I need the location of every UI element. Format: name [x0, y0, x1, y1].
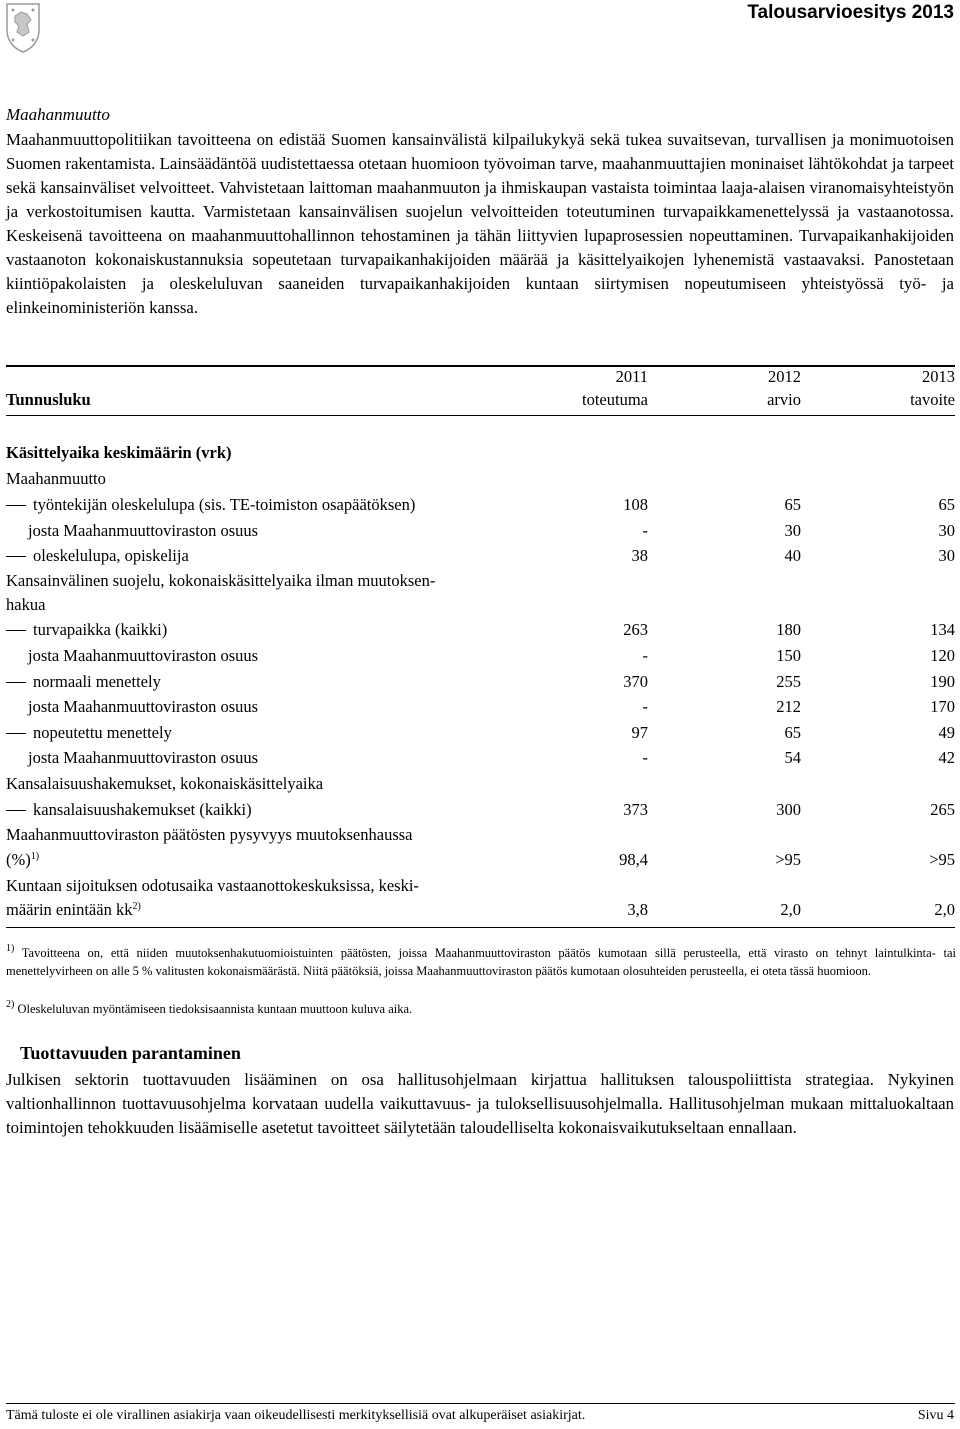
- table-row: [6, 669, 955, 694]
- cell-2011: 98,4: [619, 850, 648, 869]
- table-header-rule: [6, 415, 955, 416]
- group-subtitle: Maahanmuutto: [6, 469, 106, 488]
- row-label: josta Maahanmuuttoviraston osuus: [28, 646, 259, 665]
- table-row: [6, 847, 955, 872]
- column-header-2013-year: 2013: [922, 367, 955, 386]
- cell-2011: 370: [623, 672, 648, 691]
- table-row: [6, 518, 955, 543]
- row-label: turvapaikka (kaikki): [6, 617, 167, 642]
- column-header-2011-sub: toteutuma: [582, 390, 648, 409]
- table-row: [6, 694, 955, 719]
- table-top-rule: [6, 365, 955, 367]
- cell-2011: -: [642, 646, 648, 665]
- heading-kansainvalinen-suojelu-2: hakua: [6, 595, 46, 614]
- footnote-1-mark: 1): [6, 943, 15, 954]
- cell-2013: 49: [938, 723, 955, 742]
- cell-2011: 38: [631, 546, 648, 565]
- row-label: josta Maahanmuuttoviraston osuus: [28, 748, 259, 767]
- cell-2012: 65: [784, 495, 801, 514]
- cell-2012: 65: [784, 723, 801, 742]
- column-header-2012-year: 2012: [768, 367, 801, 386]
- heading-kunta-1: Kuntaan sijoituksen odotusaika vastaanottokeskuksissa, keski-: [6, 876, 419, 895]
- cell-2011: 3,8: [627, 900, 648, 919]
- cell-2012: 255: [776, 672, 801, 691]
- cell-2013: 170: [930, 697, 955, 716]
- footer-rule: [6, 1403, 955, 1404]
- heading-kansalaisuushakemukset: Kansalaisuushakemukset, kokonaiskäsittelyaika: [6, 774, 324, 793]
- cell-2013: 30: [938, 521, 955, 540]
- footer-disclaimer: Tämä tuloste ei ole virallinen asiakirja vaan oikeudellisesti merkityksellisiä ovat alkuperäiset asiakirjat.: [6, 1408, 586, 1423]
- column-header-2012-sub: arvio: [767, 390, 801, 409]
- footnote-ref-1: 1): [30, 851, 40, 862]
- cell-2011: -: [642, 521, 648, 540]
- table-row: [6, 543, 955, 568]
- row-label-text: määrin enintään kk: [6, 900, 133, 919]
- column-header-2013-sub: tavoite: [910, 390, 955, 409]
- row-label: josta Maahanmuuttoviraston osuus: [28, 697, 259, 716]
- cell-2011: 108: [623, 495, 648, 514]
- row-label: josta Maahanmuuttoviraston osuus: [28, 521, 259, 540]
- footnote-2-text: Oleskeluluvan myöntämiseen tiedoksisaannista kuntaan muuttoon kuluva aika.: [17, 1002, 413, 1016]
- table-bottom-rule: [6, 927, 955, 928]
- cell-2012: 180: [776, 620, 801, 639]
- coat-of-arms-logo: [3, 2, 43, 54]
- page-number: Sivu 4: [917, 1408, 954, 1423]
- table-row: [6, 492, 955, 517]
- cell-2012: 212: [776, 697, 801, 716]
- footnote-1-text: Tavoitteena on, että niiden muutoksenhakutuomioistuinten päätösten, joissa Maahanmuuttoviraston päätös kumotaan sillä perusteella, että virasto on tehnyt laintulkinta- tai menettelyvirheen on alle 5 % valitusten kokonaismäärästä. Niitä päätöksiä, joissa Maahanmuuttoviraston päätös kumotaan olosuhteiden perusteella, ei oteta tässä huomioon.: [6, 946, 956, 978]
- section-paragraph: Maahanmuuttopolitiikan tavoitteena on edistää Suomen kansainvälistä kilpailukykyä sekä tukea suvaitsevan, turvallisen ja monimuotoisen Suomen rakentamista. Lainsäädäntöä uudistettaessa otetaan huomioon työvoiman tarve, maahanmuuttajien moninaiset lähtökohdat ja tarpeet sekä kansainväliset velvoitteet. Vahvistetaan laittoman maahanmuuton ja ihmiskaupan vastaista toimintaa laaja-alaisen viranomaisyhteistyön ja verkostoitumisen kautta. Varmistetaan kansainvälisen suojelun velvoitteiden toteutuminen turvapaikkamenettelyssä ja vastaanotossa. Keskeisenä tavoitteena on maahanmuuttohallinnon tehostaminen ja tähän liittyvien lupaprosessien nopeuttaminen. Turvapaikanhakijoiden vastaanoton kokonaiskustannuksia sopeutetaan turvapaikanhakijoiden määrää ja käsittelyaikojen lyhenemistä vastaavaksi. Panostetaan kiintiöpakolaisten ja oleskeluluvan saaneiden turvapaikanhakijoiden kuntaan siirtymisen nopeutumiseen yhteistyössä työ- ja elinkeinoministeriön kanssa.: [6, 130, 954, 317]
- cell-2013: 2,0: [934, 900, 955, 919]
- row-label: nopeutettu menettely: [6, 720, 172, 745]
- table-row: [6, 720, 955, 745]
- row-label: [6, 897, 141, 922]
- cell-2013: 120: [930, 646, 955, 665]
- cell-2012: 300: [776, 800, 801, 819]
- row-label: [6, 847, 39, 872]
- row-label-text: (%): [6, 850, 31, 869]
- cell-2011: 373: [623, 800, 648, 819]
- column-header-2011-year: 2011: [615, 367, 648, 386]
- cell-2013: 30: [938, 546, 955, 565]
- cell-2011: -: [642, 697, 648, 716]
- cell-2011: 97: [631, 723, 648, 742]
- table-row: [6, 745, 955, 770]
- footnote-2: [6, 1000, 956, 1018]
- table-row: [6, 797, 955, 822]
- cell-2011: -: [642, 748, 648, 767]
- cell-2012: 150: [776, 646, 801, 665]
- footnote-2-mark: 2): [6, 999, 15, 1010]
- document-header-title: Talousarvioesitys 2013: [747, 2, 954, 23]
- cell-2013: >95: [929, 850, 955, 869]
- footnote-1: [6, 944, 956, 980]
- row-label: normaali menettely: [6, 669, 161, 694]
- footnote-ref-2: 2): [132, 901, 141, 912]
- row-label: oleskelulupa, opiskelija: [6, 543, 189, 568]
- table-row: [6, 897, 955, 922]
- group-title: Käsittelyaika keskimäärin (vrk): [6, 443, 232, 462]
- productivity-heading: Tuottavuuden parantaminen: [20, 1043, 241, 1063]
- table-row: [6, 617, 955, 642]
- table-row: [6, 643, 955, 668]
- productivity-paragraph: Julkisen sektorin tuottavuuden lisääminen on osa hallitusohjelmaan kirjattua hallituksen talouspoliittista strategiaa. Nykyinen valtionhallinnon tuottavuusohjelma korvataan uudella vaikuttavuus- ja tuloksellisuusohjelmalla. Hallitusohjelman mukaan mittaluokaltaan toimintojen tehokkuuden lisäämiselle asetetut tavoitteet säilytetään taloudelliselta kokonaisvaikutukseltaan ennallaan.: [6, 1070, 954, 1137]
- cell-2012: 40: [784, 546, 801, 565]
- heading-pysyvyys-1: Maahanmuuttoviraston päätösten pysyvyys muutoksenhaussa: [6, 825, 413, 844]
- cell-2013: 42: [938, 748, 955, 767]
- cell-2012: 54: [784, 748, 801, 767]
- column-header-tunnusluku: Tunnusluku: [6, 390, 91, 409]
- section-title: Maahanmuutto: [6, 105, 110, 124]
- cell-2011: 263: [623, 620, 648, 639]
- heading-kansainvalinen-suojelu-1: Kansainvälinen suojelu, kokonaiskäsittelyaika ilman muutoksen-: [6, 571, 436, 590]
- cell-2012: 30: [784, 521, 801, 540]
- cell-2012: >95: [775, 850, 801, 869]
- row-label: kansalaisuushakemukset (kaikki): [6, 797, 252, 822]
- cell-2013: 134: [930, 620, 955, 639]
- cell-2013: 190: [930, 672, 955, 691]
- cell-2013: 265: [930, 800, 955, 819]
- row-label: työntekijän oleskelulupa (sis. TE-toimiston osapäätöksen): [6, 492, 415, 517]
- cell-2013: 65: [938, 495, 955, 514]
- cell-2012: 2,0: [780, 900, 801, 919]
